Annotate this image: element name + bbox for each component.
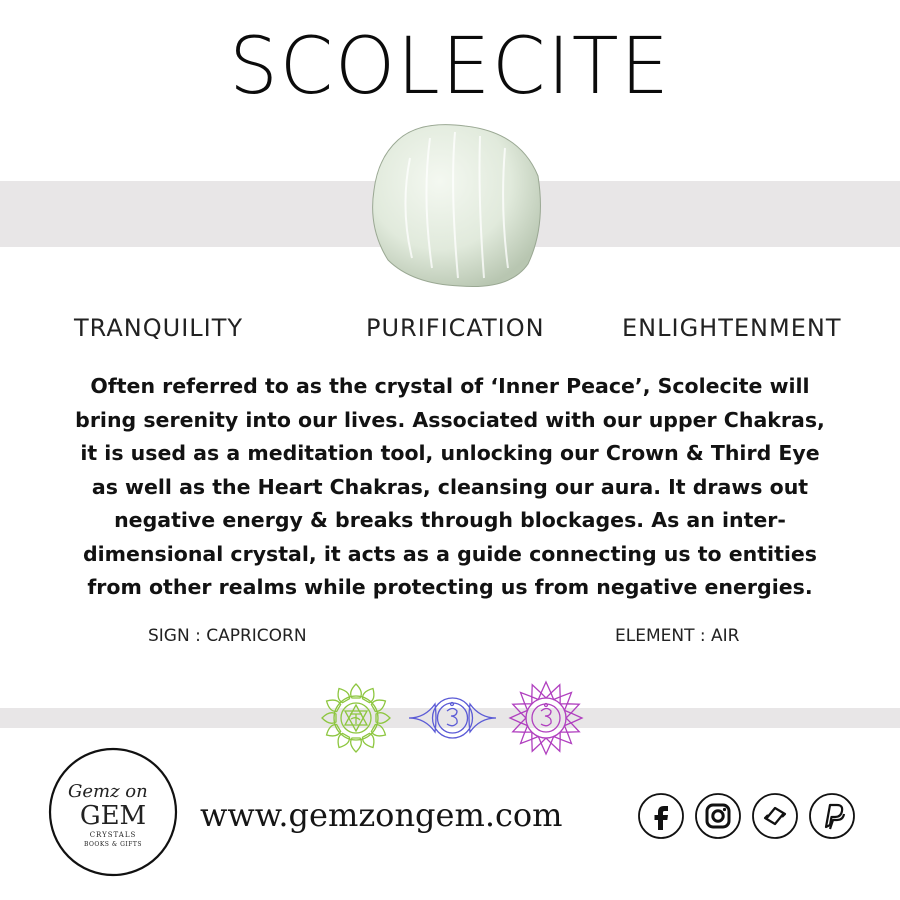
logo-main-text: GEM bbox=[79, 801, 147, 831]
quality-purification: PURIFICATION bbox=[366, 314, 545, 342]
description bbox=[55, 370, 845, 605]
crown-chakra-icon bbox=[506, 678, 586, 758]
description-line: from other realms while protecting us from negative energies. bbox=[87, 575, 813, 599]
description-line: as well as the Heart Chakras, cleansing our aura. It draws out bbox=[91, 474, 809, 499]
description-line: negative energy & breaks through blockages. As an inter- bbox=[114, 508, 786, 532]
logo-line1-text: CRYSTALS bbox=[89, 831, 137, 839]
afterpay-icon[interactable] bbox=[751, 792, 799, 840]
gemz-on-gem-logo bbox=[46, 745, 180, 879]
element-label: ELEMENT : AIR bbox=[615, 626, 740, 646]
logo-script-text: Gemz on bbox=[68, 781, 148, 802]
website-link[interactable]: www.gemzongem.com bbox=[200, 796, 563, 834]
description-line: dimensional crystal, it acts as a guide connecting us to entities bbox=[82, 541, 818, 566]
instagram-icon[interactable] bbox=[694, 792, 742, 840]
facebook-icon[interactable] bbox=[637, 792, 685, 840]
quality-tranquility: TRANQUILITY bbox=[74, 314, 244, 342]
paypal-icon[interactable] bbox=[808, 792, 856, 840]
page-title: SCOLECITE bbox=[229, 22, 671, 112]
heart-chakra-icon bbox=[316, 678, 396, 758]
logo-line2-text: BOOKS & GIFTS bbox=[83, 841, 143, 848]
description-line: bring serenity into our lives. Associated with our upper Chakras, bbox=[75, 407, 825, 432]
description-line: Often referred to as the crystal of ‘Inner Peace’, Scolecite will bbox=[90, 374, 810, 398]
scolecite-stone-image bbox=[360, 118, 550, 294]
quality-enlightenment: ENLIGHTENMENT bbox=[622, 314, 842, 342]
zodiac-sign: SIGN : CAPRICORN bbox=[148, 626, 307, 646]
description-line: it is used as a meditation tool, unlocking our Crown & Third Eye bbox=[80, 441, 820, 465]
third-eye-chakra-icon bbox=[405, 678, 500, 758]
